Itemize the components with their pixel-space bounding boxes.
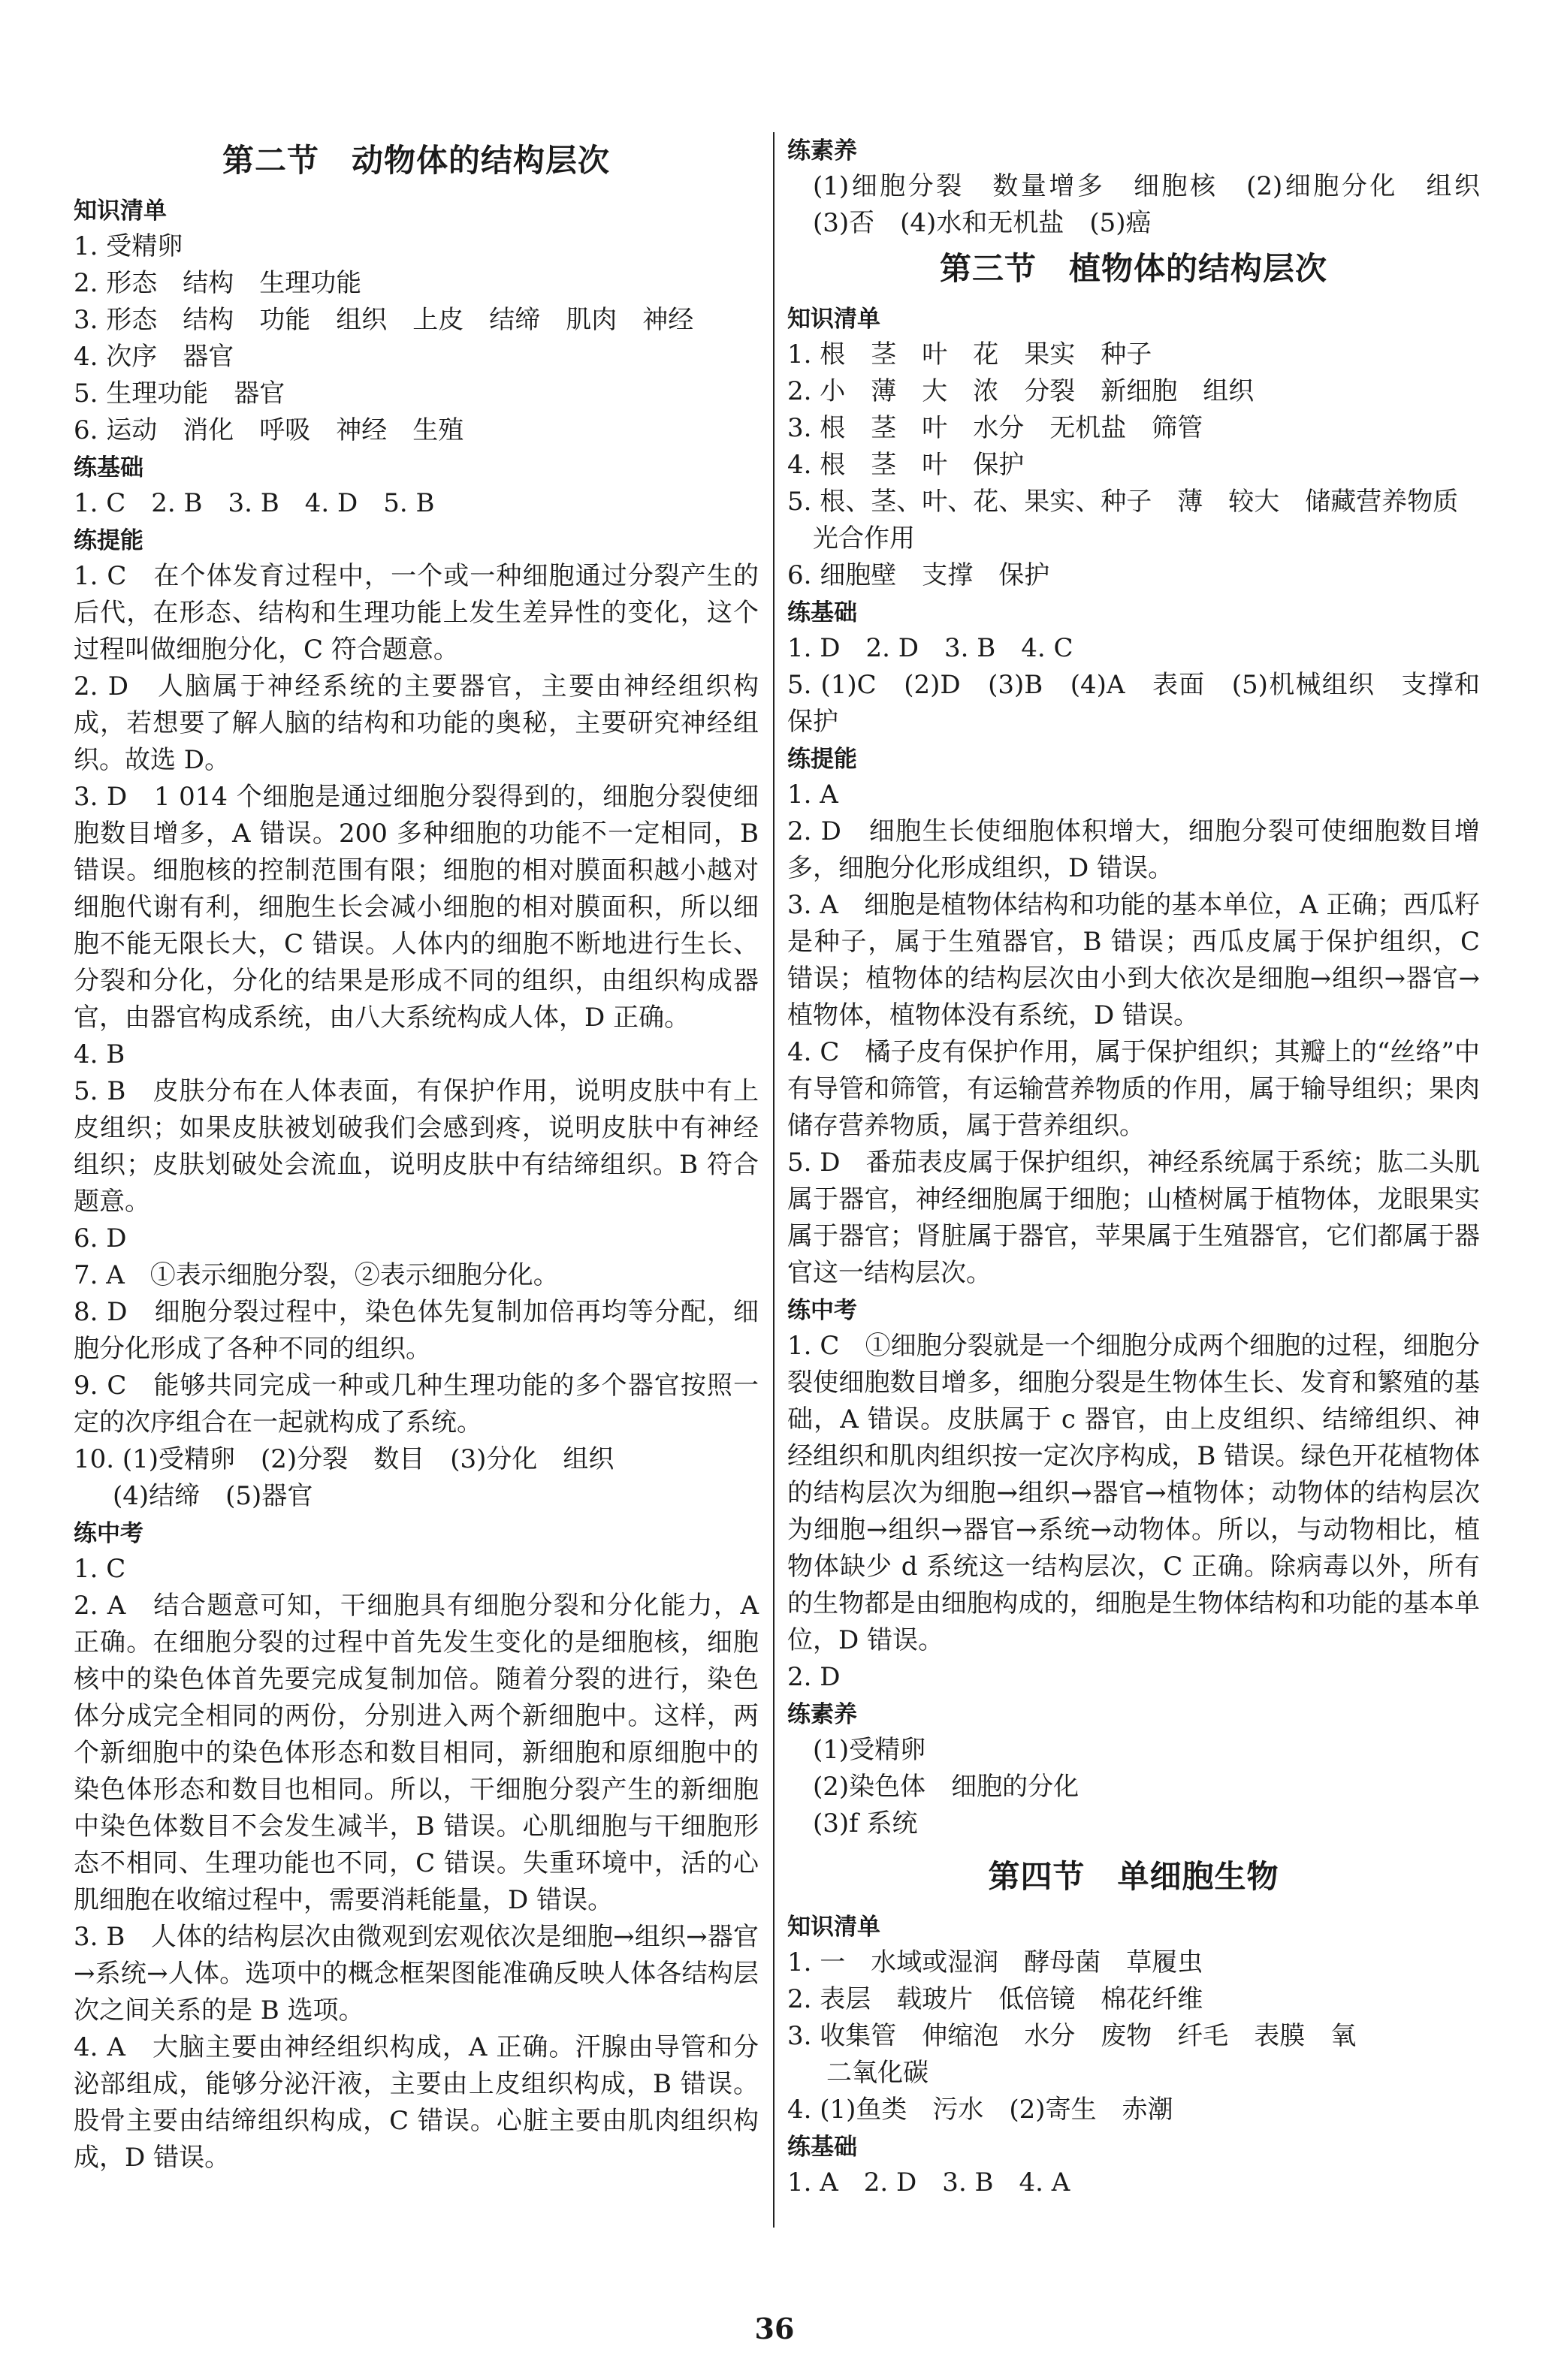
skill-item: 1. C 在个体发育过程中，一个或一种细胞通过分裂产生的后代，在形态、结构和生理功能上发生差异性的变化，这个过程叫做细胞分化，C 符合题意。: [74, 561, 759, 665]
skill-item: 2. D 人脑属于神经系统的主要器官，主要由神经组织构成，若想要了解人脑的结构和功能的奥秘，主要研究神经组织。故选 D。: [74, 671, 759, 775]
heading-knowledge: 知识清单: [74, 198, 167, 225]
basic-answers: 1. C 2. B 3. B 4. D 5. B: [74, 488, 435, 518]
heading-exam-3: 练中考: [787, 1297, 857, 1324]
knowledge-item: 1. 根 茎 叶 花 果实 种子: [787, 339, 1152, 370]
heading-exam: 练中考: [74, 1520, 143, 1547]
knowledge-item-3-line2: 二氧化碳: [826, 2058, 928, 2088]
skill-item: 8. D 细胞分裂过程中，染色体先复制加倍再均等分配，细胞分化形成了各种不同的组织。: [74, 1297, 759, 1364]
exam-item: 4. A 大脑主要由神经组织构成，A 正确。汗腺由导管和分泌部组成，能够分泌汗液，主要由上皮组织构成，B 错误。股骨主要由结缔组织构成，C 错误。心脏主要由肌肉组织构成，D 错误。: [74, 2032, 759, 2173]
skill-item: 9. C 能够共同完成一种或几种生理功能的多个器官按照一定的次序组合在一起就构成了系统。: [74, 1371, 759, 1437]
heading-literacy-3: 练素养: [787, 1701, 857, 1728]
literacy-item: (2)染色体 细胞的分化: [813, 1772, 1079, 1802]
heading-knowledge-4: 知识清单: [787, 1914, 880, 1941]
exam-item: 1. C: [74, 1554, 126, 1584]
knowledge-item: 3. 形态 结构 功能 组织 上皮 结缔 肌肉 神经: [74, 305, 694, 335]
skill-item-10-line1: 10. (1)受精卵 (2)分裂 数目 (3)分化 组织: [74, 1444, 614, 1474]
skill-item: 5. D 番茄表皮属于保护组织，神经系统属于系统；肱二头肌属于器官，神经细胞属于细胞；山楂树属于植物体，龙眼果实属于器官；肾脏属于器官，苹果属于生殖器官，它们都属于器官这一结构层次。: [787, 1148, 1480, 1288]
skill-item: 6. D: [74, 1223, 127, 1253]
heading-knowledge-3: 知识清单: [787, 306, 880, 333]
column-divider: [773, 132, 774, 2228]
literacy-answers: (1)细胞分裂 数量增多 细胞核 (2)细胞分化 组织 (3)否 (4)水和无机盐 (5)癌: [813, 171, 1505, 238]
heading-literacy: 练素养: [787, 137, 857, 164]
skill-item: 3. D 1 014 个细胞是通过细胞分裂得到的，细胞分裂使细胞数目增多，A 错误。200 多种细胞的功能不一定相同，B 错误。细胞核的控制范围有限；细胞的相对膜面积越小越对细胞代谢有利，细胞生长会减小细胞的相对膜面积，所以细胞不能无限长大，C 错误。人体内的细胞不断地进行生长、分裂和分化，分化的结果是形成不同的组织，由组织构成器官，由器官构成系统，由八大系统构成人体，D 正确。: [74, 782, 759, 1033]
exam-item: 2. A 结合题意可知，干细胞具有细胞分裂和分化能力，A 正确。在细胞分裂的过程中首先发生变化的是细胞核，细胞核中的染色体首先要完成复制加倍。随着分裂的进行，染色体分成完全相同的两份，分别进入两个新细胞中。这样，两个新细胞中的染色体形态和数目相同，新细胞和原细胞中的染色体形态和数目也相同。所以，干细胞分裂产生的新细胞中染色体数目不会发生减半，B 错误。心肌细胞与干细胞形态不相同、生理功能也不同，C 错误。失重环境中，活的心肌细胞在收缩过程中，需要消耗能量，D 错误。: [74, 1591, 759, 1915]
heading-basic-3: 练基础: [787, 599, 857, 626]
literacy-item: (3)f 系统: [813, 1808, 918, 1839]
exam-item: 1. C ①细胞分裂就是一个细胞分成两个细胞的过程，细胞分裂使细胞数目增多，细胞分裂是生物体生长、发育和繁殖的基础，A 错误。皮肤属于 c 器官，由上皮组织、结缔组织、神经组织和肌肉组织按一定次序构成，B 错误。绿色开花植物体的结构层次为细胞→组织→器官→植物体；动物体的结构层次为细胞→组织→器官→系统→动物体。所以，与动物相比，植物体缺少 d 系统这一结构层次，C 正确。除病毒以外，所有的生物都是由细胞构成的，细胞是生物体结构和功能的基本单位，D 错误。: [787, 1331, 1480, 1655]
exam-item: 2. D: [787, 1662, 841, 1692]
basic-answers: 1. D 2. D 3. B 4. C: [787, 633, 1073, 663]
knowledge-item: 2. 小 薄 大 浓 分裂 新细胞 组织: [787, 376, 1255, 406]
skill-item: 3. A 细胞是植物体结构和功能的基本单位，A 正确；西瓜籽是种子，属于生殖器官，B 错误；西瓜皮属于保护组织，C 错误；植物体的结构层次由小到大依次是细胞→组织→器官→植物体，植物体没有系统，D 错误。: [787, 890, 1480, 1030]
heading-skill-3: 练提能: [787, 746, 857, 773]
right-column: [787, 132, 1505, 2201]
left-column: [74, 134, 759, 2176]
heading-basic-4: 练基础: [787, 2134, 857, 2161]
knowledge-item: 4. 次序 器官: [74, 342, 234, 372]
heading-basic: 练基础: [74, 454, 143, 481]
knowledge-item: 2. 表层 载玻片 低倍镜 棉花纤维: [787, 1984, 1203, 2014]
knowledge-item: 2. 形态 结构 生理功能: [74, 268, 362, 298]
page-number: 36: [754, 2312, 795, 2345]
skill-item: 5. B 皮肤分布在人体表面，有保护作用，说明皮肤中有上皮组织；如果皮肤被划破我们会感到疼，说明皮肤中有神经组织；皮肤划破处会流血，说明皮肤中有结缔组织。B 符合题意。: [74, 1076, 759, 1217]
knowledge-item: 4. (1)鱼类 污水 (2)寄生 赤潮: [787, 2095, 1173, 2125]
basic-answers: 5. (1)C (2)D (3)B (4)A 表面 (5)机械组织 支撑和保护: [787, 670, 1480, 737]
literacy-item: (1)受精卵: [813, 1735, 926, 1765]
skill-item: 2. D 细胞生长使细胞体积增大，细胞分裂可使细胞数目增多，细胞分化形成组织，D 错误。: [787, 816, 1480, 883]
knowledge-item: 3. 根 茎 叶 水分 无机盐 筛管: [787, 413, 1203, 443]
section-title-3: 第三节 植物体的结构层次: [939, 250, 1327, 287]
skill-item-10-line2: (4)结缔 (5)器官: [113, 1481, 313, 1511]
knowledge-item-5-line2: 光合作用: [813, 523, 915, 554]
knowledge-item: 5. 生理功能 器官: [74, 379, 285, 409]
knowledge-item-5-line1: 5. 根、茎、叶、花、果实、种子 薄 较大 储藏营养物质: [787, 487, 1459, 517]
basic-answers: 1. A 2. D 3. B 4. A: [787, 2167, 1070, 2198]
skill-item: 7. A ①表示细胞分裂，②表示细胞分化。: [74, 1260, 559, 1290]
heading-skill: 练提能: [74, 527, 143, 554]
knowledge-item: 1. 一 水域或湿润 酵母菌 草履虫: [787, 1947, 1203, 1977]
exam-item: 3. B 人体的结构层次由微观到宏观依次是细胞→组织→器官→系统→人体。选项中的概念框架图能准确反映人体各结构层次之间关系的是 B 选项。: [74, 1922, 759, 2026]
skill-item: 4. B: [74, 1039, 125, 1069]
section-title-4: 第四节 单细胞生物: [988, 1858, 1279, 1895]
knowledge-item-3-line1: 3. 收集管 伸缩泡 水分 废物 纤毛 表膜 氧: [787, 2021, 1357, 2051]
knowledge-item: 6. 细胞壁 支撑 保护: [787, 560, 1050, 590]
skill-item: 1. A: [787, 780, 838, 810]
skill-item: 4. C 橘子皮有保护作用，属于保护组织；其瓣上的“丝络”中有导管和筛管，有运输营养物质的作用，属于输导组织；果肉储存营养物质，属于营养组织。: [787, 1037, 1480, 1141]
knowledge-item: 4. 根 茎 叶 保护: [787, 450, 1025, 480]
knowledge-item: 1. 受精卵: [74, 231, 183, 261]
section-title-2: 第二节 动物体的结构层次: [222, 142, 610, 179]
knowledge-item: 6. 运动 消化 呼吸 神经 生殖: [74, 415, 464, 445]
